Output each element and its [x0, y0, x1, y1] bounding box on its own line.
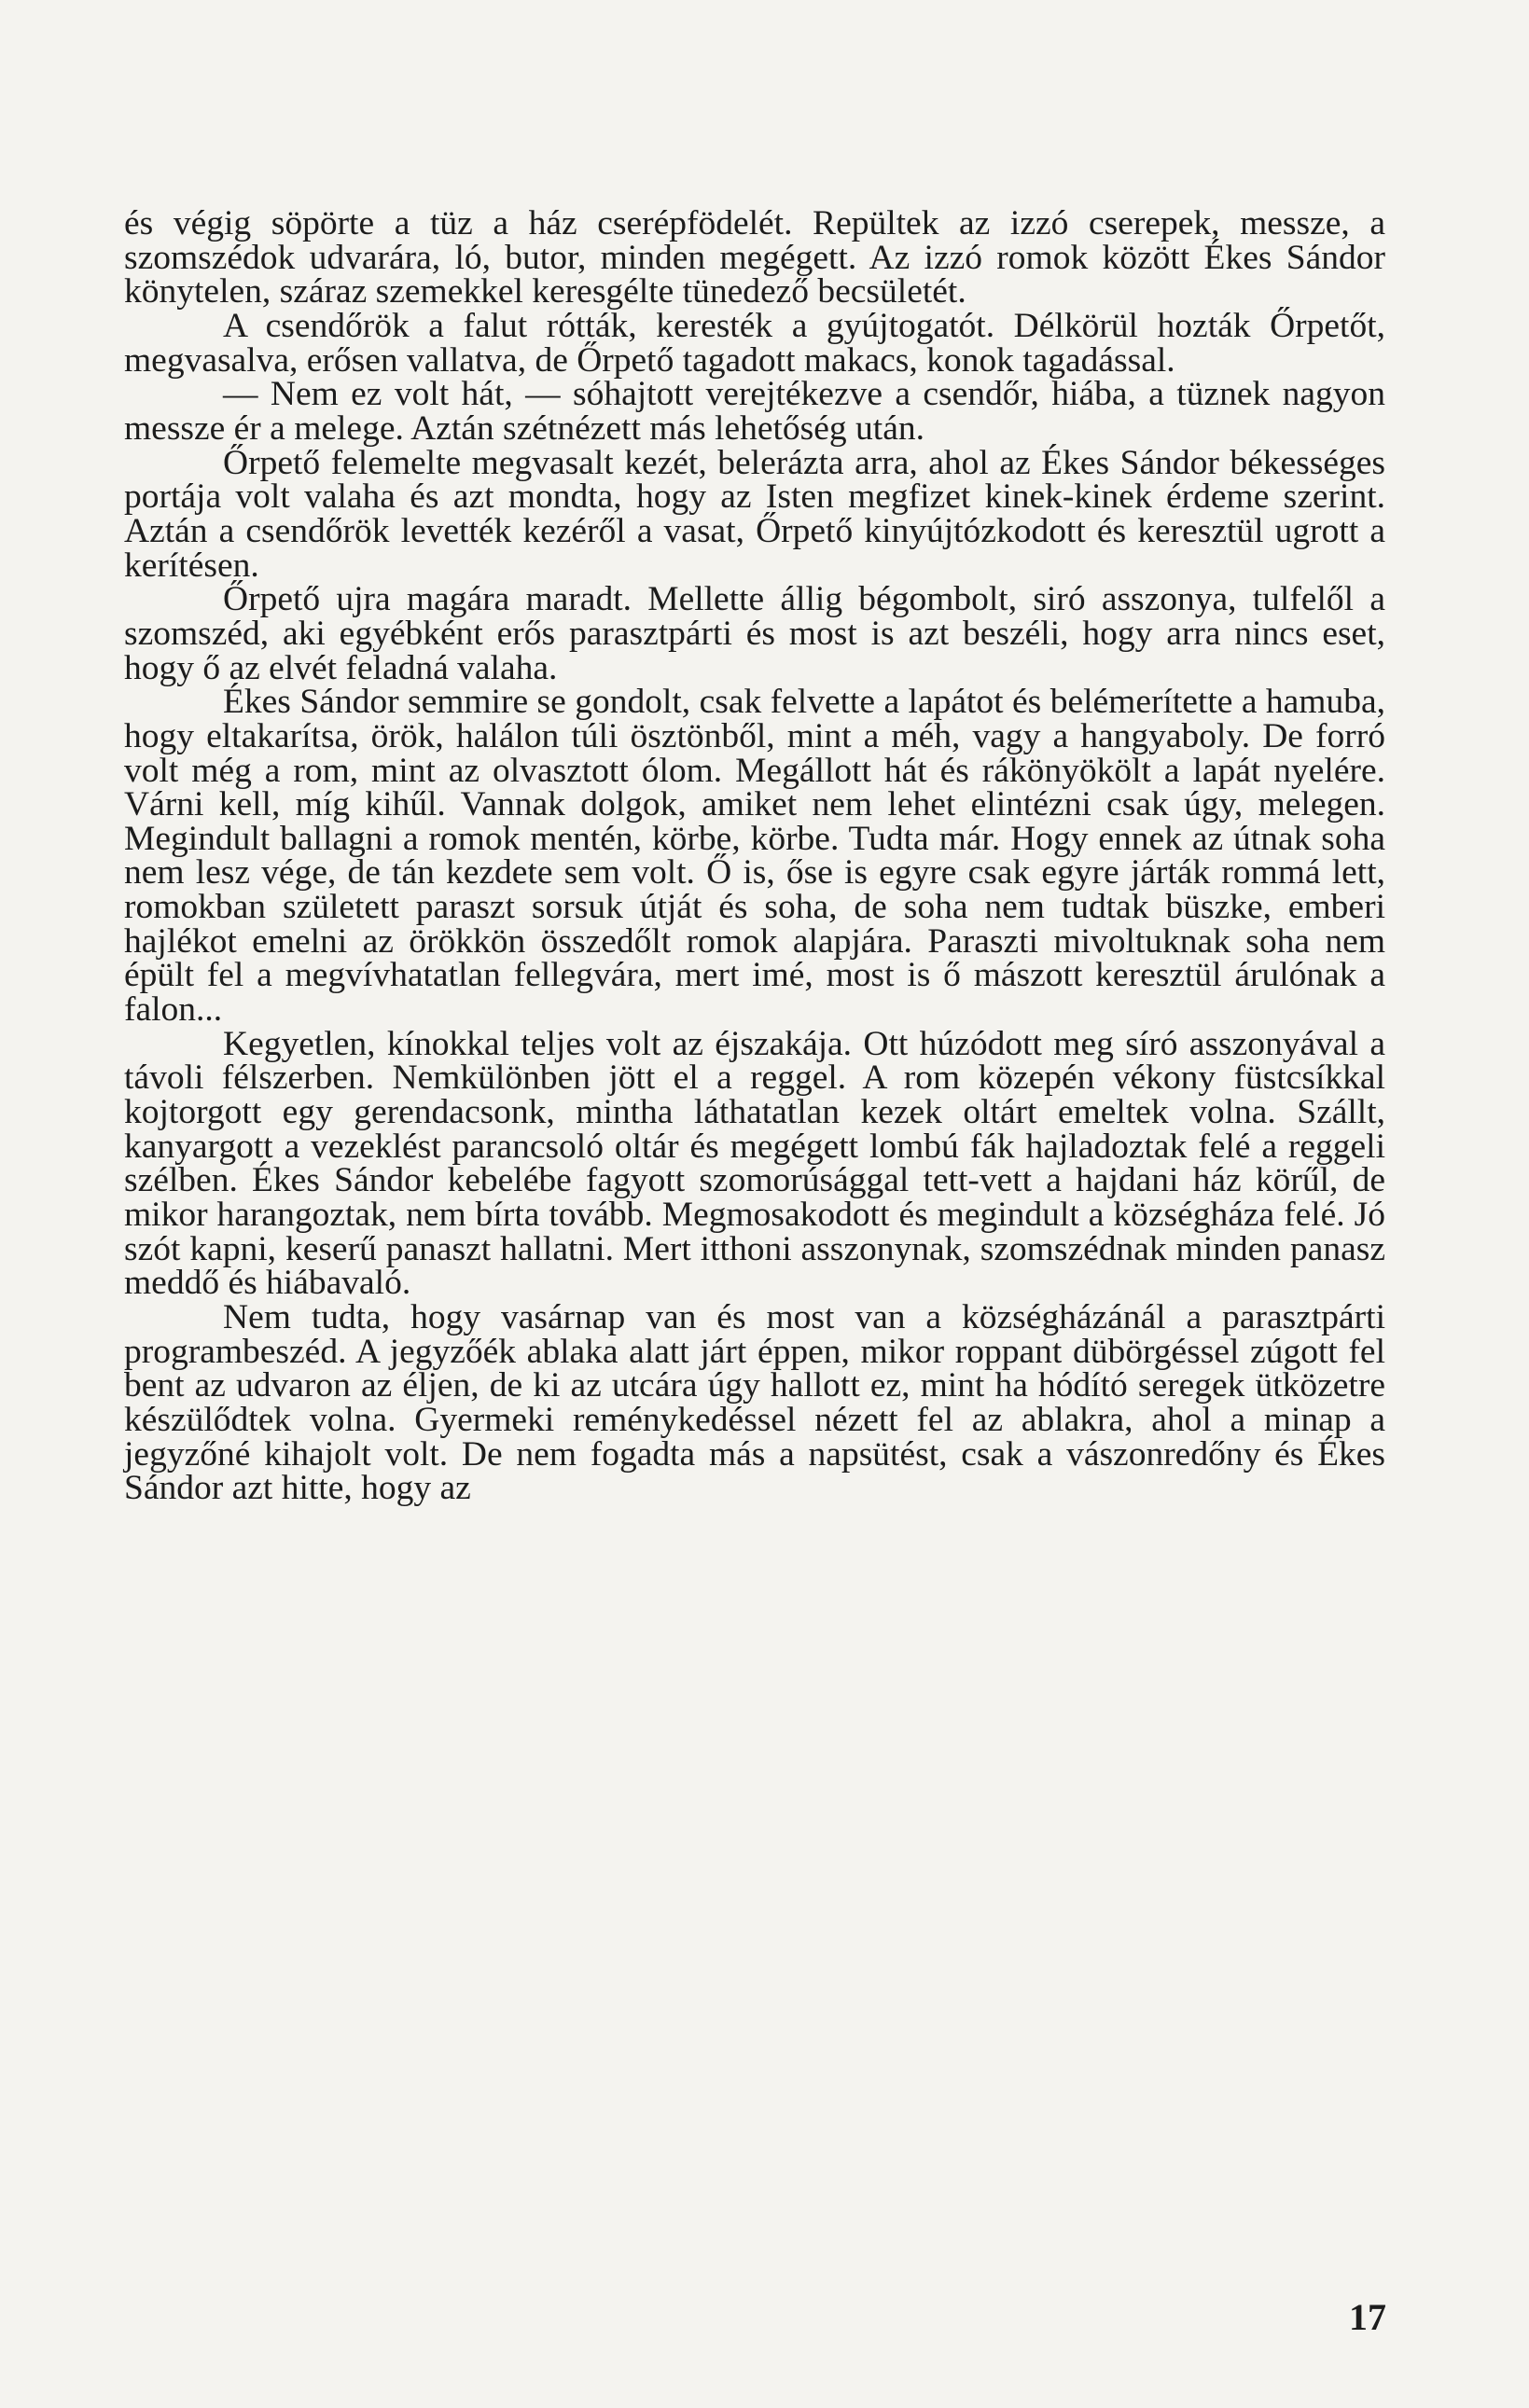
- paragraph: Kegyetlen, kínokkal teljes volt az éjszakája. Ott húzódott meg síró asszonyával a távoli félszerben. Nemkülönben jött el a reggel. A rom közepén vékony füstcsíkkal kojtorgott egy gerendacsonk, mintha láthatatlan kezek oltárt emeltek volna. Szállt, kanyargott a vezeklést parancsoló oltár és megégett lombú fák hajladoztak felé a reggeli szélben. Ékes Sándor kebelébe fagyott szomorúsággal tett-vett a hajdani ház körűl, de mikor harangoztak, nem bírta tovább. Megmosakodott és megindult a községháza felé. Jó szót kapni, keserű panaszt hallatni. Mert itthoni asszonynak, szomszédnak minden panasz meddő és hiábavaló.: [124, 1024, 1385, 1303]
- paragraph: Nem tudta, hogy vasárnap van és most van a községházánál a parasztpárti programbeszéd. A jegyzőék ablaka alatt járt éppen, mikor roppant dübörgéssel zúgott fel bent az udvaron az éljen, de ki az utcára úgy hallott ez, mint ha hódító seregek ütközetre készülődtek volna. Gyermeki reménykedéssel nézett fel az ablakra, ahol a minap a jegyzőné kihajolt volt. De nem fogadta más a napsütést, csak a vászonredőny és Ékes Sándor azt hitte, hogy az: [124, 1298, 1385, 1508]
- paragraph: és végig söpörte a tüz a ház cserépfödelét. Repültek az izzó cserepek, messze, a szomszédok udvarára, ló, butor, minden megégett. Az izzó romok között Ékes Sándor könytelen, száraz szemekkel keresgélte tünedező becsületét.: [124, 204, 1385, 311]
- paragraph: — Nem ez volt hát, — sóhajtott verejtékezve a csendőr, hiába, a tüznek nagyon messze ér a melege. Aztán szétnézett más lehetőség után.: [124, 375, 1385, 448]
- paragraph: A csendőrök a falut rótták, keresték a gyújtogatót. Délkörül hozták Őrpetőt, megvasalva, erősen vallatva, de Őrpető tagadott makacs, konok tagadással.: [124, 306, 1385, 380]
- body-text: [124, 204, 1385, 1508]
- page-number: 17: [1349, 2296, 1386, 2338]
- paragraph: Ékes Sándor semmire se gondolt, csak felvette a lapátot és belémerítette a hamuba, hogy eltakarítsa, örök, halálon túli ösztönből, mint a méh, vagy a hangyaboly. De forró volt még a rom, mint az olvasztott ólom. Megállott hát és rákönyökölt a lapát nyelére. Várni kell, míg kihűl. Vannak dolgok, amiket nem lehet elintézni csak úgy, melegen. Megindult ballagni a romok mentén, körbe, körbe. Tudta már. Hogy ennek az útnak soha nem lesz vége, de tán kezdete sem volt. Ő is, őse is egyre csak egyre járták rommá lett, romokban született paraszt sorsuk útját és soha, de soha nem tudtak büszke, emberi hajlékot emelni az örökkön összedőlt romok alapjára. Paraszti mivoltuknak soha nem épült fel a megvívhatatlan fellegvára, mert imé, most is ő mászott keresztül árulónak a falon...: [124, 683, 1385, 1030]
- paragraph: Őrpető felemelte megvasalt kezét, belerázta arra, ahol az Ékes Sándor békességes portája volt valaha és azt mondta, hogy az Isten megfizet kinek-kinek érdeme szerint. Aztán a csendőrök levették kezéről a vasat, Őrpető kinyújtózkodott és keresztül ugrott a kerítésen.: [124, 443, 1385, 585]
- paragraph: Őrpető ujra magára maradt. Mellette állig bégombolt, siró asszonya, tulfelől a szomszéd, aki egyébként erős parasztpárti és most is azt beszéli, hogy arra nincs eset, hogy ő az elvét feladná valaha.: [124, 580, 1385, 687]
